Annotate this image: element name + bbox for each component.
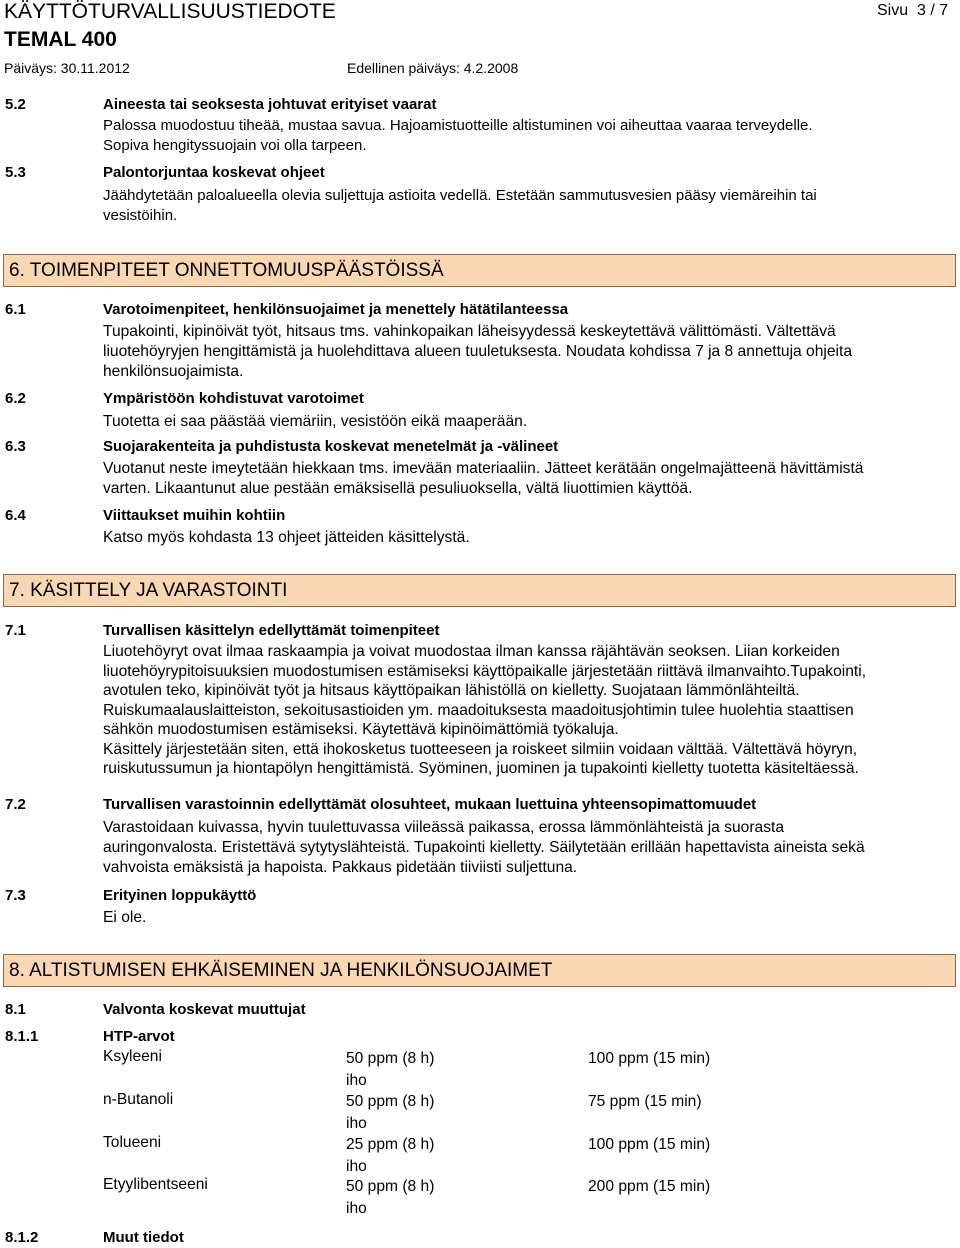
subsection-heading: Erityinen loppukäyttö <box>103 887 257 904</box>
substance-name: Tolueeni <box>103 1134 162 1151</box>
section-text: Vuotanut neste imeytetään hiekkaan tms. imevään materiaaliin. Jätteet kerätään ongelmajätteenä hävittämistä varten. Likaantunut alue pestään emäksisellä pesuliuoksella, vältä liuottimien käyttöä. <box>103 460 864 497</box>
limit-8h: 50 ppm (8 h) <box>346 1050 435 1067</box>
skin-notation: iho <box>346 1115 367 1132</box>
section-text: Liuotehöyryt ovat ilmaa raskaampia ja voivat muodostaa ilman kanssa räjähtävän seoksen. Liian korkeiden liuotehöyrypitoisuuksien muodostumisen estämiseksi käyttöpaikalle järjestetään riittävä ilmanvaihto.Tupakointi, avotulen teko, kipinöivät työt ja hitsaus käyttöpaikan lähistöllä on kielletty. Suojataan lämmönlähteiltä. Ruiskumaalauslaitteiston, sekoitusastioiden ym. maadoituksesta maadoitusjohtimin tulee huolehtia staattisen sähkön muodostumisen estämiseksi. Käytettävä kipinöimättömiä työkaluja. Käsittely järjestetään siten, että ihokosketus tuotteeseen ja roiskeet silmiin voidaan välttää. Vältettävä höyryn, ruiskutussumun ja hiontapölyn hengittämistä. Syöminen, juominen ja tupakointi kielletty tuotetta käsiteltäessä. <box>103 643 867 777</box>
product-name: TEMAL 400 <box>4 28 117 51</box>
section-text: Tuotetta ei saa päästää viemäriin, vesistöön eikä maaperään. <box>103 413 528 430</box>
subsection-heading: Aineesta tai seoksesta johtuvat erityiset vaarat <box>103 96 437 113</box>
substance-name: Etyylibentseeni <box>103 1176 208 1193</box>
limit-8h: 25 ppm (8 h) <box>346 1136 435 1153</box>
section-text: Ei ole. <box>103 909 147 926</box>
section-number: 8.1.2 <box>5 1229 39 1246</box>
subsection-heading: Suojarakenteita ja puhdistusta koskevat menetelmät ja -välineet <box>103 438 559 455</box>
section-number: 6.4 <box>5 507 26 524</box>
section-number: 8.1.1 <box>5 1028 39 1045</box>
section-text: Varastoidaan kuivassa, hyvin tuulettuvassa viileässä paikassa, erossa lämmönlähteistä ja suorasta auringonvalosta. Eristettävä sytytyslähteistä. Tupakointi kielletty. Säilytetään erillään hapettavista aineista sekä vahvoista emäksistä ja hapoista. Pakkaus pidetään tiiviisti suljettuna. <box>103 819 865 876</box>
subsection-heading: Ympäristöön kohdistuvat varotoimet <box>103 390 364 407</box>
skin-notation: iho <box>346 1200 367 1217</box>
subsection-heading: Palontorjuntaa koskevat ohjeet <box>103 164 325 181</box>
section-text: Palossa muodostuu tiheää, mustaa savua. Hajoamistuotteille altistuminen voi aiheuttaa vaaraa terveydelle. Sopiva hengityssuojain voi olla tarpeen. <box>103 117 813 154</box>
section-7-heading: 7. KÄSITTELY JA VARASTOINTI <box>3 574 956 607</box>
subsection-heading: Valvonta koskevat muuttujat <box>103 1001 306 1018</box>
section-text: Katso myös kohdasta 13 ohjeet jätteiden käsittelystä. <box>103 529 470 546</box>
document-title: KÄYTTÖTURVALLISUUSTIEDOTE <box>4 0 336 23</box>
subsection-heading: Varotoimenpiteet, henkilönsuojaimet ja menettely hätätilanteessa <box>103 301 569 318</box>
limit-8h: 50 ppm (8 h) <box>346 1178 435 1195</box>
limit-15min: 200 ppm (15 min) <box>588 1178 711 1195</box>
substance-name: Ksyleeni <box>103 1048 162 1065</box>
section-number: 6.3 <box>5 438 26 455</box>
skin-notation: iho <box>346 1072 367 1089</box>
section-number: 7.3 <box>5 887 26 904</box>
section-text: Tupakointi, kipinöivät työt, hitsaus tms. vahinkopaikan läheisyydessä keskeytettävä välittömästi. Vältettävä liuotehöyryjen hengittämistä ja huolehdittava alueen tuuletuksesta. Noudata kohdissa 7 ja 8 annettuja ohjeita henkilönsuojaimista. <box>103 323 853 380</box>
section-number: 5.3 <box>5 164 26 181</box>
section-number: 7.1 <box>5 622 26 639</box>
subsection-heading: Turvallisen käsittelyn edellyttämät toimenpiteet <box>103 622 440 639</box>
limit-15min: 100 ppm (15 min) <box>588 1136 711 1153</box>
skin-notation: iho <box>346 1158 367 1175</box>
section-6-heading: 6. TOIMENPITEET ONNETTOMUUSPÄÄSTÖISSÄ <box>3 254 956 287</box>
substance-name: n-Butanoli <box>103 1091 174 1108</box>
section-number: 8.1 <box>5 1001 26 1018</box>
section-8-heading: 8. ALTISTUMISEN EHKÄISEMINEN JA HENKILÖNSUOJAIMET <box>3 954 956 987</box>
section-number: 7.2 <box>5 796 26 813</box>
section-number: 6.1 <box>5 301 26 318</box>
page-number: Sivu 3 / 7 <box>877 2 949 19</box>
subsection-heading: Viittaukset muihin kohtiin <box>103 507 286 524</box>
subsection-heading: Turvallisen varastoinnin edellyttämät olosuhteet, mukaan luettuina yhteensopimattomuudet <box>103 796 757 813</box>
subsection-heading: HTP-arvot <box>103 1028 175 1045</box>
section-number: 5.2 <box>5 96 26 113</box>
subsection-heading: Muut tiedot <box>103 1229 184 1246</box>
previous-date: Edellinen päiväys: 4.2.2008 <box>347 60 519 76</box>
limit-15min: 100 ppm (15 min) <box>588 1050 711 1067</box>
issue-date: Päiväys: 30.11.2012 <box>4 60 130 76</box>
section-text: Jäähdytetään paloalueella olevia suljettuja astioita vedellä. Estetään sammutusvesien pääsy viemäreihin tai vesistöihin. <box>103 187 817 224</box>
limit-8h: 50 ppm (8 h) <box>346 1093 435 1110</box>
limit-15min: 75 ppm (15 min) <box>588 1093 702 1110</box>
section-number: 6.2 <box>5 390 26 407</box>
